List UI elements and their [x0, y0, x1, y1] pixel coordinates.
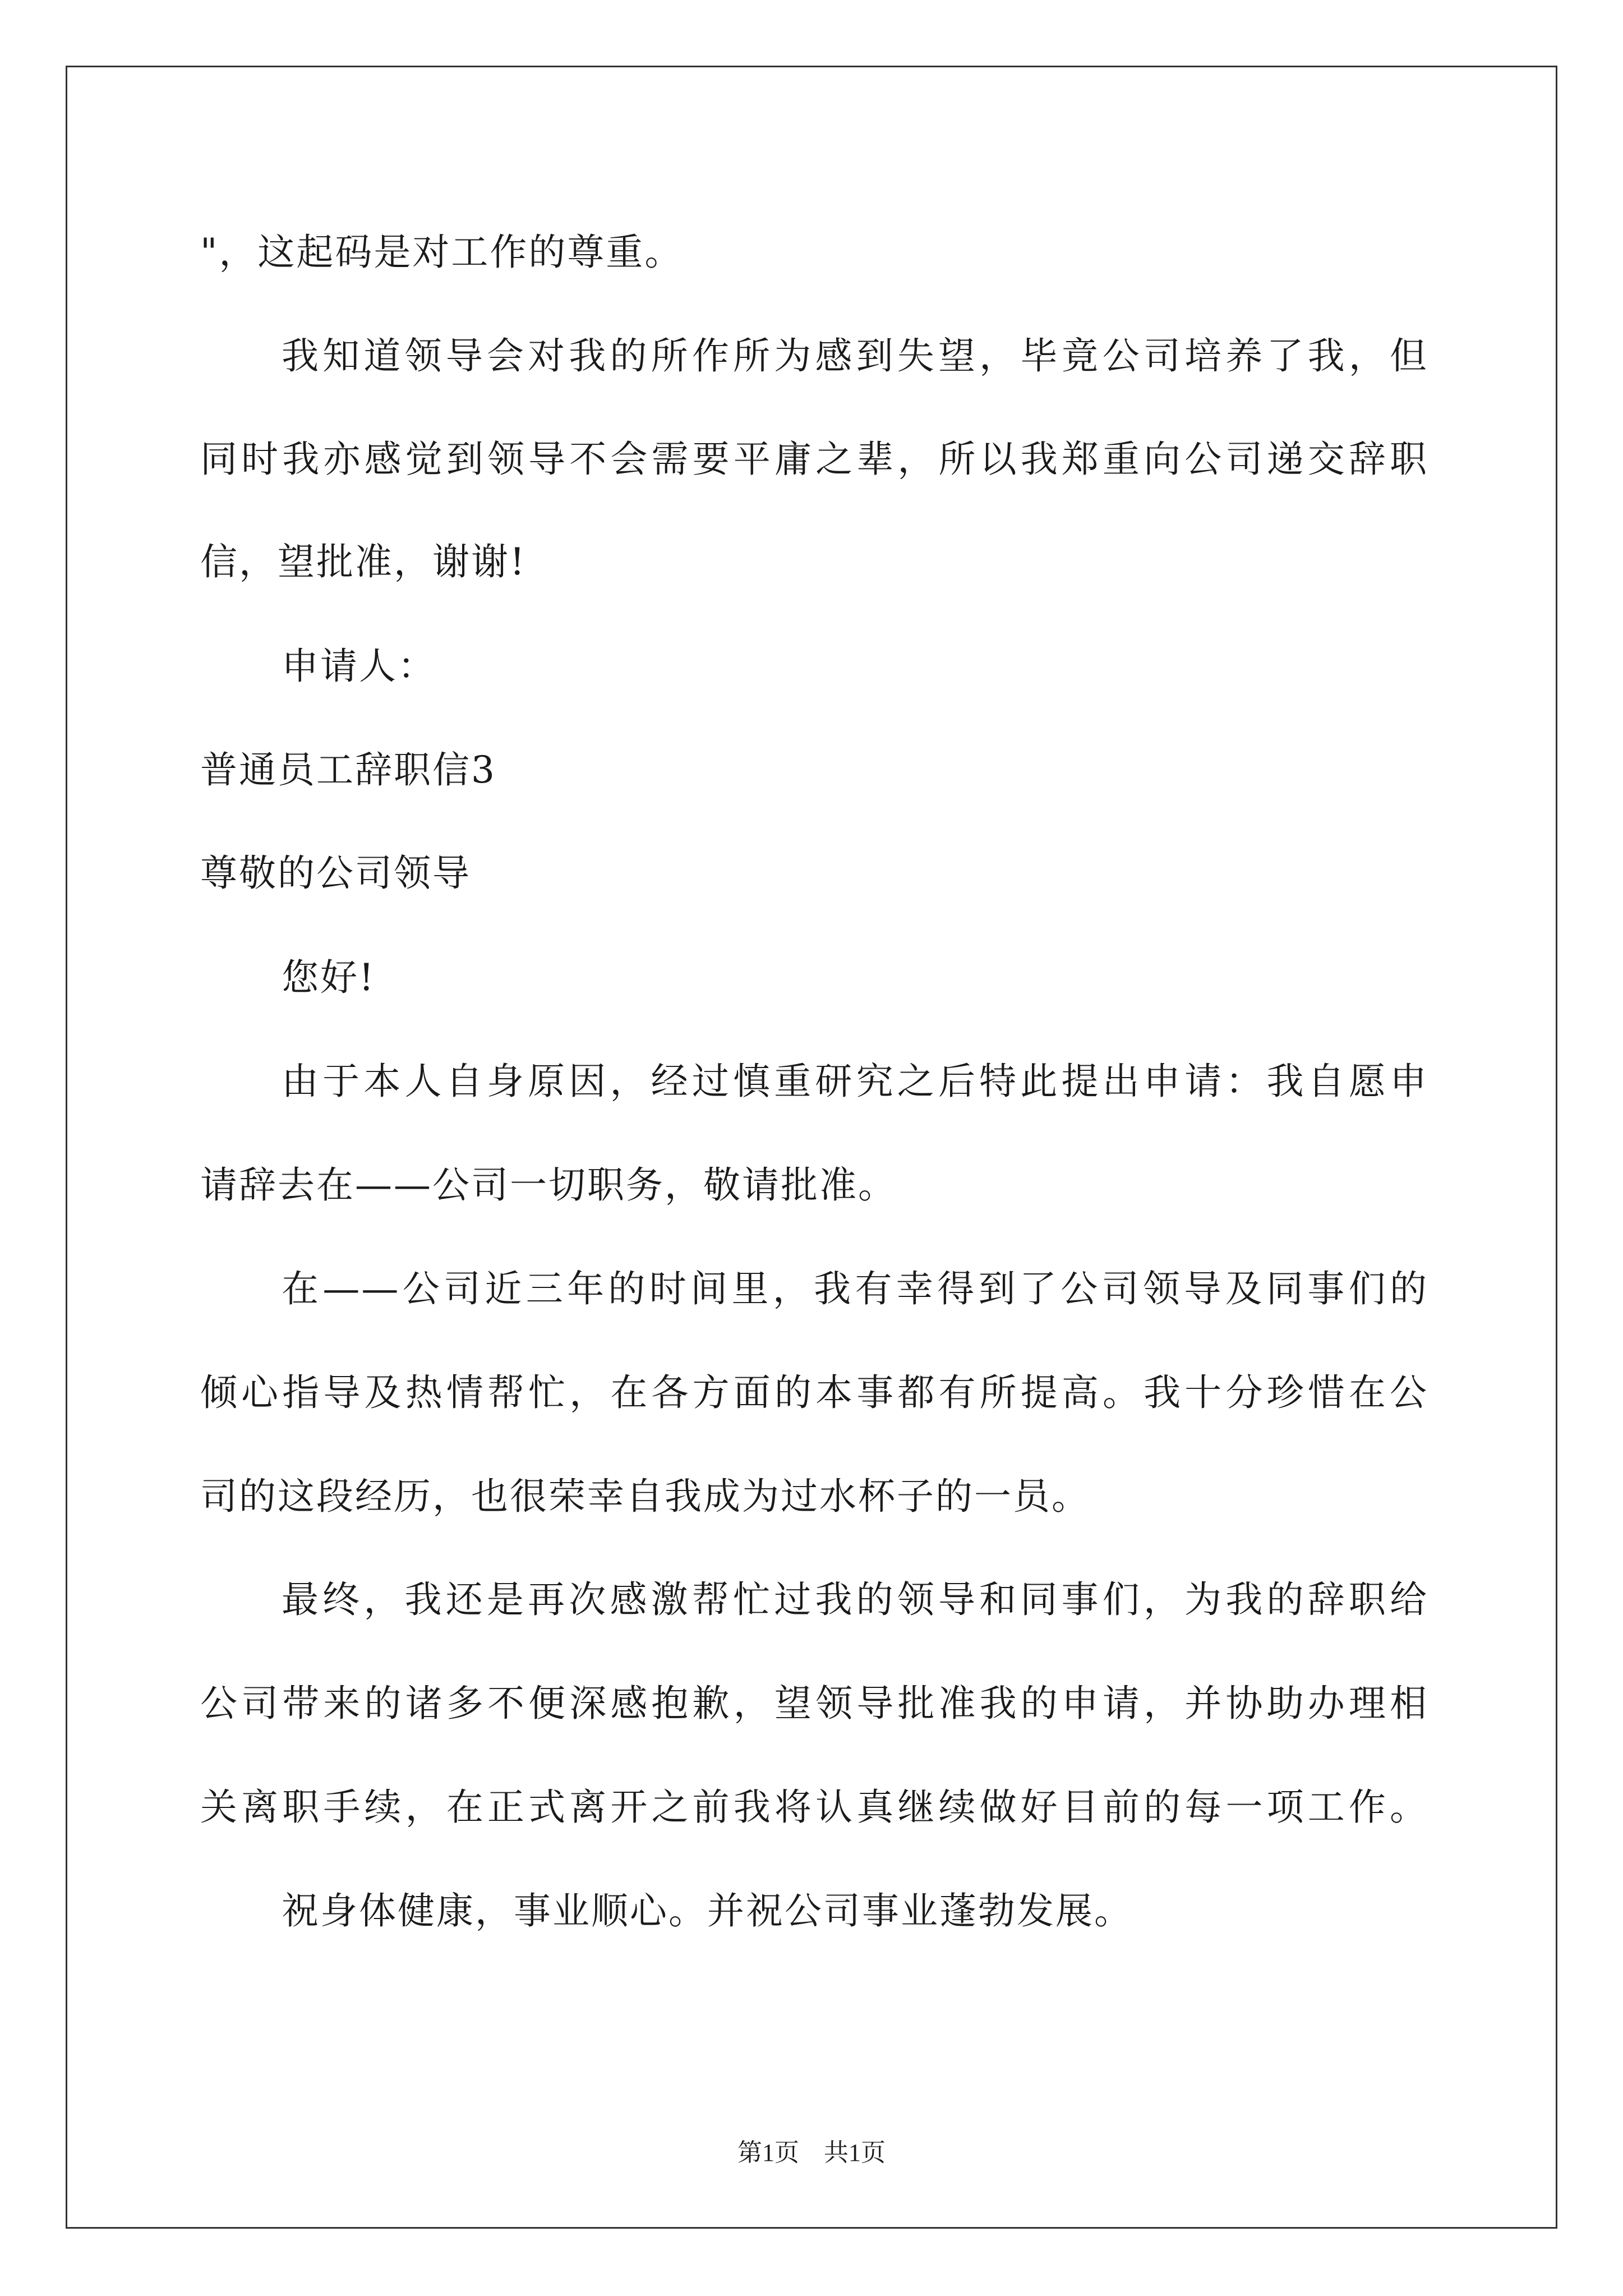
text-line-14: 最终，我还是再次感激帮忙过我的领导和同事们，为我的辞职给: [282, 1578, 1428, 1621]
greeting: 您好!: [282, 956, 376, 999]
text-line-11: 在——公司近三年的时间里，我有幸得到了公司领导及同事们的: [282, 1267, 1428, 1310]
text-line-4: 信，望批准，谢谢!: [200, 540, 527, 583]
text-line-10: 请辞去在——公司一切职务，敬请批准。: [200, 1163, 897, 1207]
text-line-12: 倾心指导及热情帮忙，在各方面的本事都有所提高。我十分珍惜在公: [200, 1371, 1428, 1414]
text-line-1: "，这起码是对工作的尊重。: [200, 231, 684, 274]
text-line-2: 我知道领导会对我的所作所为感到失望，毕竟公司培养了我，但: [282, 334, 1428, 378]
closing-wish: 祝身体健康，事业顺心。并祝公司事业蓬勃发展。: [282, 1889, 1133, 1932]
page-number-footer: 第1页 共1页: [737, 2139, 886, 2166]
text-line-9: 由于本人自身原因，经过慎重研究之后特此提出申请：我自愿申: [282, 1060, 1428, 1103]
text-line-3: 同时我亦感觉到领导不会需要平庸之辈，所以我郑重向公司递交辞职: [200, 438, 1428, 481]
text-line-16: 关离职手续，在正式离开之前我将认真继续做好目前的每一项工作。: [200, 1786, 1428, 1829]
section-title: 普通员工辞职信3: [200, 748, 496, 792]
text-line-15: 公司带来的诸多不便深感抱歉，望领导批准我的申请，并协助办理相: [200, 1682, 1428, 1725]
text-line-13: 司的这段经历，也很荣幸自我成为过水杯子的一员。: [200, 1475, 1090, 1518]
signature-label: 申请人：: [282, 645, 436, 688]
salutation: 尊敬的公司领导: [200, 852, 471, 895]
